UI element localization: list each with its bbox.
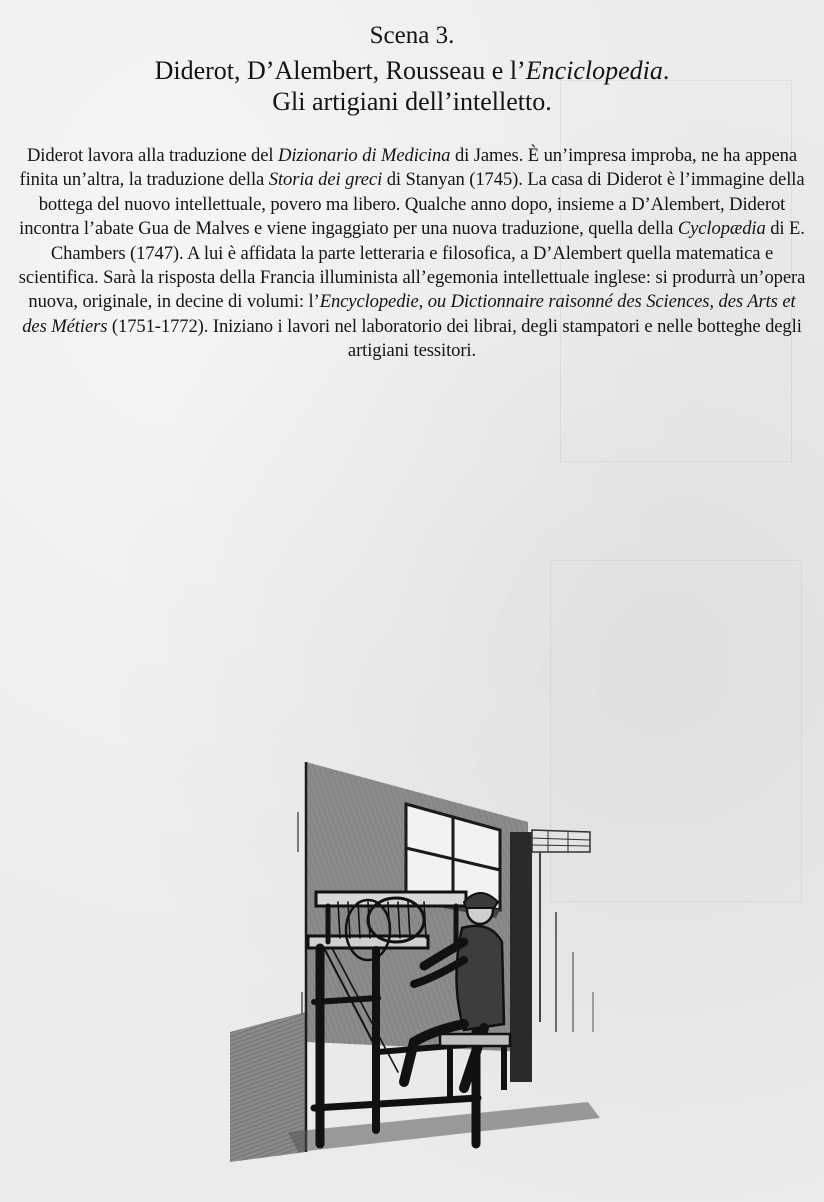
text-run: di E. Chambers (1747). A lui è affidata la parte letteraria e filosofica, a D’Alembert quella matematica e scientifica. Sarà la risposta della Francia illuminista all’egemonia intellettuale inglese: si produrrà un’opera nuova, originale, in decine di volumi: l’ bbox=[18, 218, 806, 313]
scene-description bbox=[18, 144, 806, 364]
book-title: Dizionario di Medicina bbox=[278, 145, 451, 166]
text-run: di Stanyan (1745). La casa di Diderot è l’immagine della bottega del nuovo intellettuale, povero ma libero. Qualche anno dopo, insieme a D’Alembert, Diderot incontra l’abate Gua de Malves e viene ingaggiato per una nuova traduzione, quella della bbox=[19, 169, 805, 240]
scene-title-italic: Enciclopedia bbox=[525, 56, 663, 85]
scene-title-suffix: . bbox=[662, 56, 670, 85]
book-title: Storia dei greci bbox=[268, 169, 383, 191]
text-run: Diderot lavora alla traduzione del bbox=[26, 145, 279, 166]
scene-label: Scena 3. bbox=[369, 22, 455, 49]
scene-title-prefix: Diderot, D’Alembert, Rousseau e l’ bbox=[154, 56, 526, 85]
scene-title bbox=[0, 54, 824, 88]
text-run: (1751-1772). Iniziano i lavori nel laboratorio dei librai, degli stampatori e nelle botteghe degli artigiani tessitori. bbox=[107, 315, 802, 362]
scene-subtitle: Gli artigiani dell’intelletto. bbox=[272, 87, 552, 116]
book-title: Encyclopedie, ou Dictionnaire raisonné des Sciences, des Arts et des Métiers bbox=[22, 291, 796, 337]
book-title: Cyclopædia bbox=[677, 218, 766, 240]
text-run: di James. È un’impresa improba, ne ha appena finita un’altra, la traduzione della bbox=[19, 145, 797, 191]
loom-weaver-engraving-icon bbox=[228, 752, 608, 1164]
